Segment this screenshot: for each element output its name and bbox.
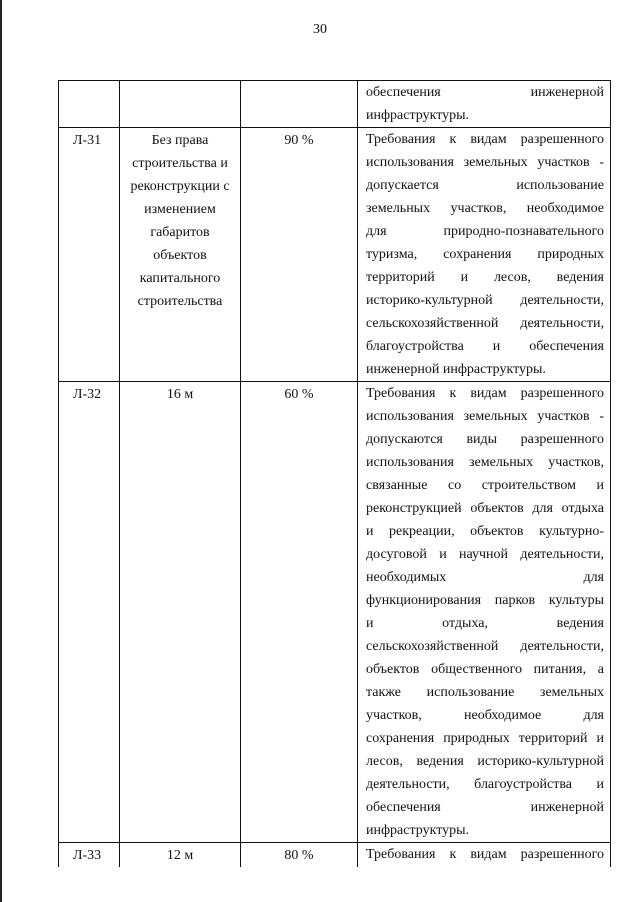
text-line: использования земельных участков - <box>366 409 604 424</box>
text-line: Требования к видам разрешенного <box>366 132 604 147</box>
text-line: габаритов <box>150 225 210 240</box>
max-coverage: 60 % <box>284 387 314 402</box>
text-line: необходимых для <box>366 570 604 585</box>
text-line: реконструкцией объектов для отдыха <box>366 501 604 516</box>
requirements-cell <box>358 128 611 382</box>
max-height: 12 м <box>166 848 194 863</box>
max-height-cell <box>120 128 241 382</box>
text-line: обеспечения инженерной <box>366 85 604 100</box>
text-line: и отдыха, ведения <box>366 616 604 631</box>
text-line: объектов <box>153 248 207 263</box>
zones-table <box>58 80 611 867</box>
text-line: инфраструктуры. <box>366 108 470 123</box>
table-row <box>59 382 611 843</box>
requirements-cell <box>358 382 611 843</box>
requirements-cell <box>358 81 611 128</box>
max-coverage-cell <box>241 128 358 382</box>
max-height: 16 м <box>166 387 194 402</box>
text-line: строительства <box>137 294 223 309</box>
text-line: обеспечения инженерной <box>366 800 604 815</box>
text-line: благоустройства и обеспечения <box>366 339 604 354</box>
text-line: Без права <box>151 133 209 148</box>
scan-edge <box>0 0 2 902</box>
text-line: допускаются виды разрешенного <box>366 432 604 447</box>
text-line: использования земельных участков, <box>366 455 604 470</box>
text-line: строительства и <box>132 156 228 171</box>
max-coverage-cell <box>241 81 358 128</box>
text-line: инженерной инфраструктуры. <box>366 362 546 377</box>
requirements-text <box>358 843 610 866</box>
max-coverage-cell <box>241 843 358 868</box>
page-number: 30 <box>313 22 327 37</box>
text-line: для природно-познавательного <box>366 224 604 239</box>
text-line: досуговой и научной деятельности, <box>366 547 604 562</box>
requirements-cell <box>358 843 611 868</box>
text-line: связанные со строительством и <box>366 478 604 493</box>
text-line: историко-культурной деятельности, <box>366 293 604 308</box>
zone-code: Л-33 <box>73 848 102 863</box>
requirements-text <box>358 128 610 381</box>
text-line: использования земельных участков - <box>366 155 604 170</box>
zone-code: Л-32 <box>73 387 102 402</box>
zone-code-cell <box>59 81 120 128</box>
max-coverage: 90 % <box>284 133 314 148</box>
text-line: сельскохозяйственной деятельности, <box>366 639 604 654</box>
text-line: Требования к видам разрешенного <box>366 386 604 401</box>
table-row <box>59 128 611 382</box>
max-height-text <box>120 128 240 313</box>
zone-code-cell <box>59 843 120 868</box>
max-coverage-cell <box>241 382 358 843</box>
text-line: туризма, сохранения природных <box>366 247 604 262</box>
text-line: объектов общественного питания, а <box>366 662 604 677</box>
zone-code-cell <box>59 382 120 843</box>
table-row <box>59 843 611 868</box>
text-line: капитального <box>139 271 221 286</box>
requirements-text <box>358 81 610 127</box>
text-line: также использование земельных <box>366 685 604 700</box>
text-line: Требования к видам разрешенного <box>366 847 604 862</box>
text-line: изменением <box>144 202 216 217</box>
text-line: участков, необходимое для <box>366 708 604 723</box>
table-row <box>59 81 611 128</box>
max-height-cell <box>120 81 241 128</box>
text-line: деятельности, благоустройства и <box>366 777 604 792</box>
text-line: допускается использование <box>366 178 604 193</box>
text-line: и рекреации, объектов культурно- <box>366 524 604 539</box>
text-line: сельскохозяйственной деятельности, <box>366 316 604 331</box>
max-coverage: 80 % <box>284 848 314 863</box>
text-line: территорий и лесов, ведения <box>366 270 604 285</box>
zone-code: Л-31 <box>73 133 102 148</box>
zone-code-cell <box>59 128 120 382</box>
max-height-cell <box>120 843 241 868</box>
text-line: лесов, ведения историко-культурной <box>366 754 604 769</box>
requirements-text <box>358 382 610 842</box>
text-line: сохранения природных территорий и <box>366 731 604 746</box>
text-line: инфраструктуры. <box>366 823 470 838</box>
max-height-cell <box>120 382 241 843</box>
text-line: функционирования парков культуры <box>366 593 604 608</box>
text-line: реконструкции с <box>130 179 230 194</box>
text-line: земельных участков, необходимое <box>366 201 604 216</box>
